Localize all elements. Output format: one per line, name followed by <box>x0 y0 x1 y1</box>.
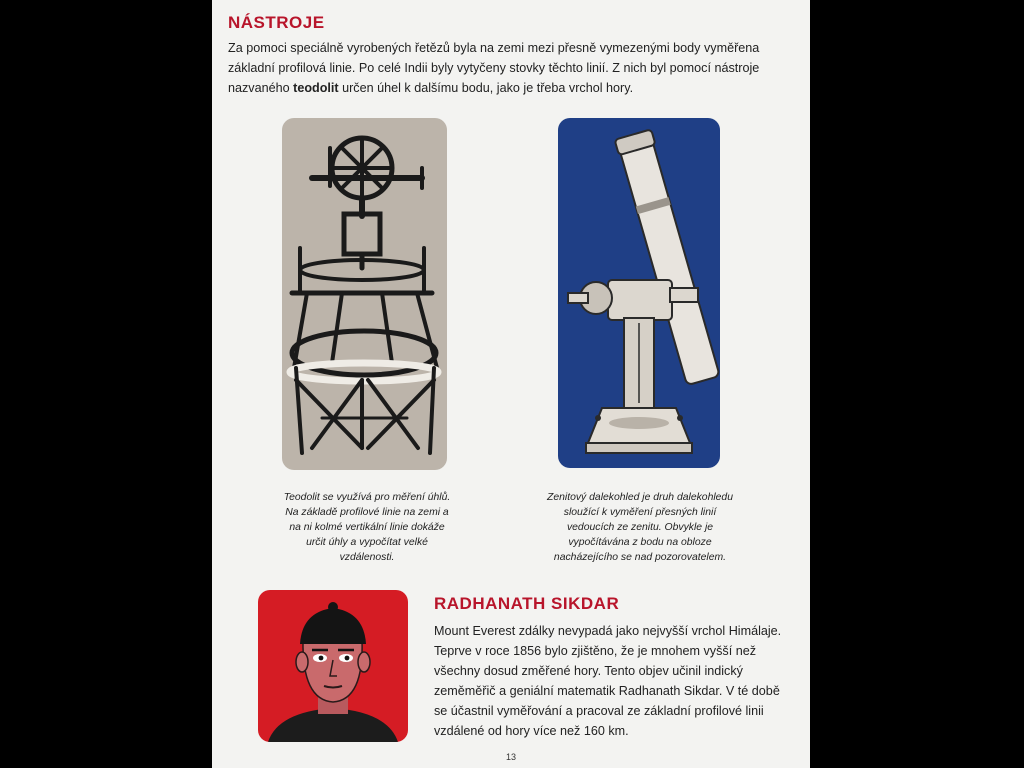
sikdar-portrait <box>258 590 408 742</box>
section-title-sikdar: RADHANATH SIKDAR <box>434 594 620 613</box>
intro-paragraph <box>228 38 788 98</box>
zenith-telescope-drawing <box>558 118 720 468</box>
book-page <box>212 0 810 768</box>
zenith-telescope-caption: Zenitový dalekohled je druh dalekohledu sloužící k vyměření přesných linií vedoucích ze zenitu. Obvykle je vypočítávána z bodu na obloze nacházejícího se nad pozorovatelem. <box>546 492 733 563</box>
theodolite-caption: Teodolit se využívá pro měření úhlů. Na základě profilové linie na zemi a na ni kolmé vertikální linie dokáže určit úhly a vypočítat velké vzdálenosti. <box>283 492 451 563</box>
theodolite-illustration <box>282 118 447 470</box>
sikdar-portrait-drawing <box>258 590 408 742</box>
page-number: 13 <box>505 752 516 762</box>
section-title-instruments: NÁSTROJE <box>228 13 325 32</box>
sikdar-bio-paragraph: Mount Everest zdálky nevypadá jako nejvyšší vrchol Himálaje. Teprve v roce 1856 bylo zjištěno, že je mnohem vyšší než všechny dosud změřené hory. Tento objev učinil indický zeměměřič a geniální matematik Radhanath Sikdar. V té době se účastnil vyměřování a pracoval ze základní profilové linii vzdálené od hory více než 160 km. <box>434 624 782 738</box>
intro-text-part2: určen úhel k dalšímu bodu, jako je třeba vrchol hory. <box>338 81 634 95</box>
zenith-telescope-illustration <box>558 118 720 468</box>
theodolite-drawing <box>282 118 447 470</box>
intro-bold-term: teodolit <box>293 81 339 95</box>
intro-text-part1: Za pomoci speciálně vyrobených řetězů byla na zemi mezi přesně vymezenými body vyměřena základní profilová linie. Po celé Indii byly vytyčeny stovky těchto linií. Z nich byl pomocí nástroje nazvaného <box>228 41 760 95</box>
